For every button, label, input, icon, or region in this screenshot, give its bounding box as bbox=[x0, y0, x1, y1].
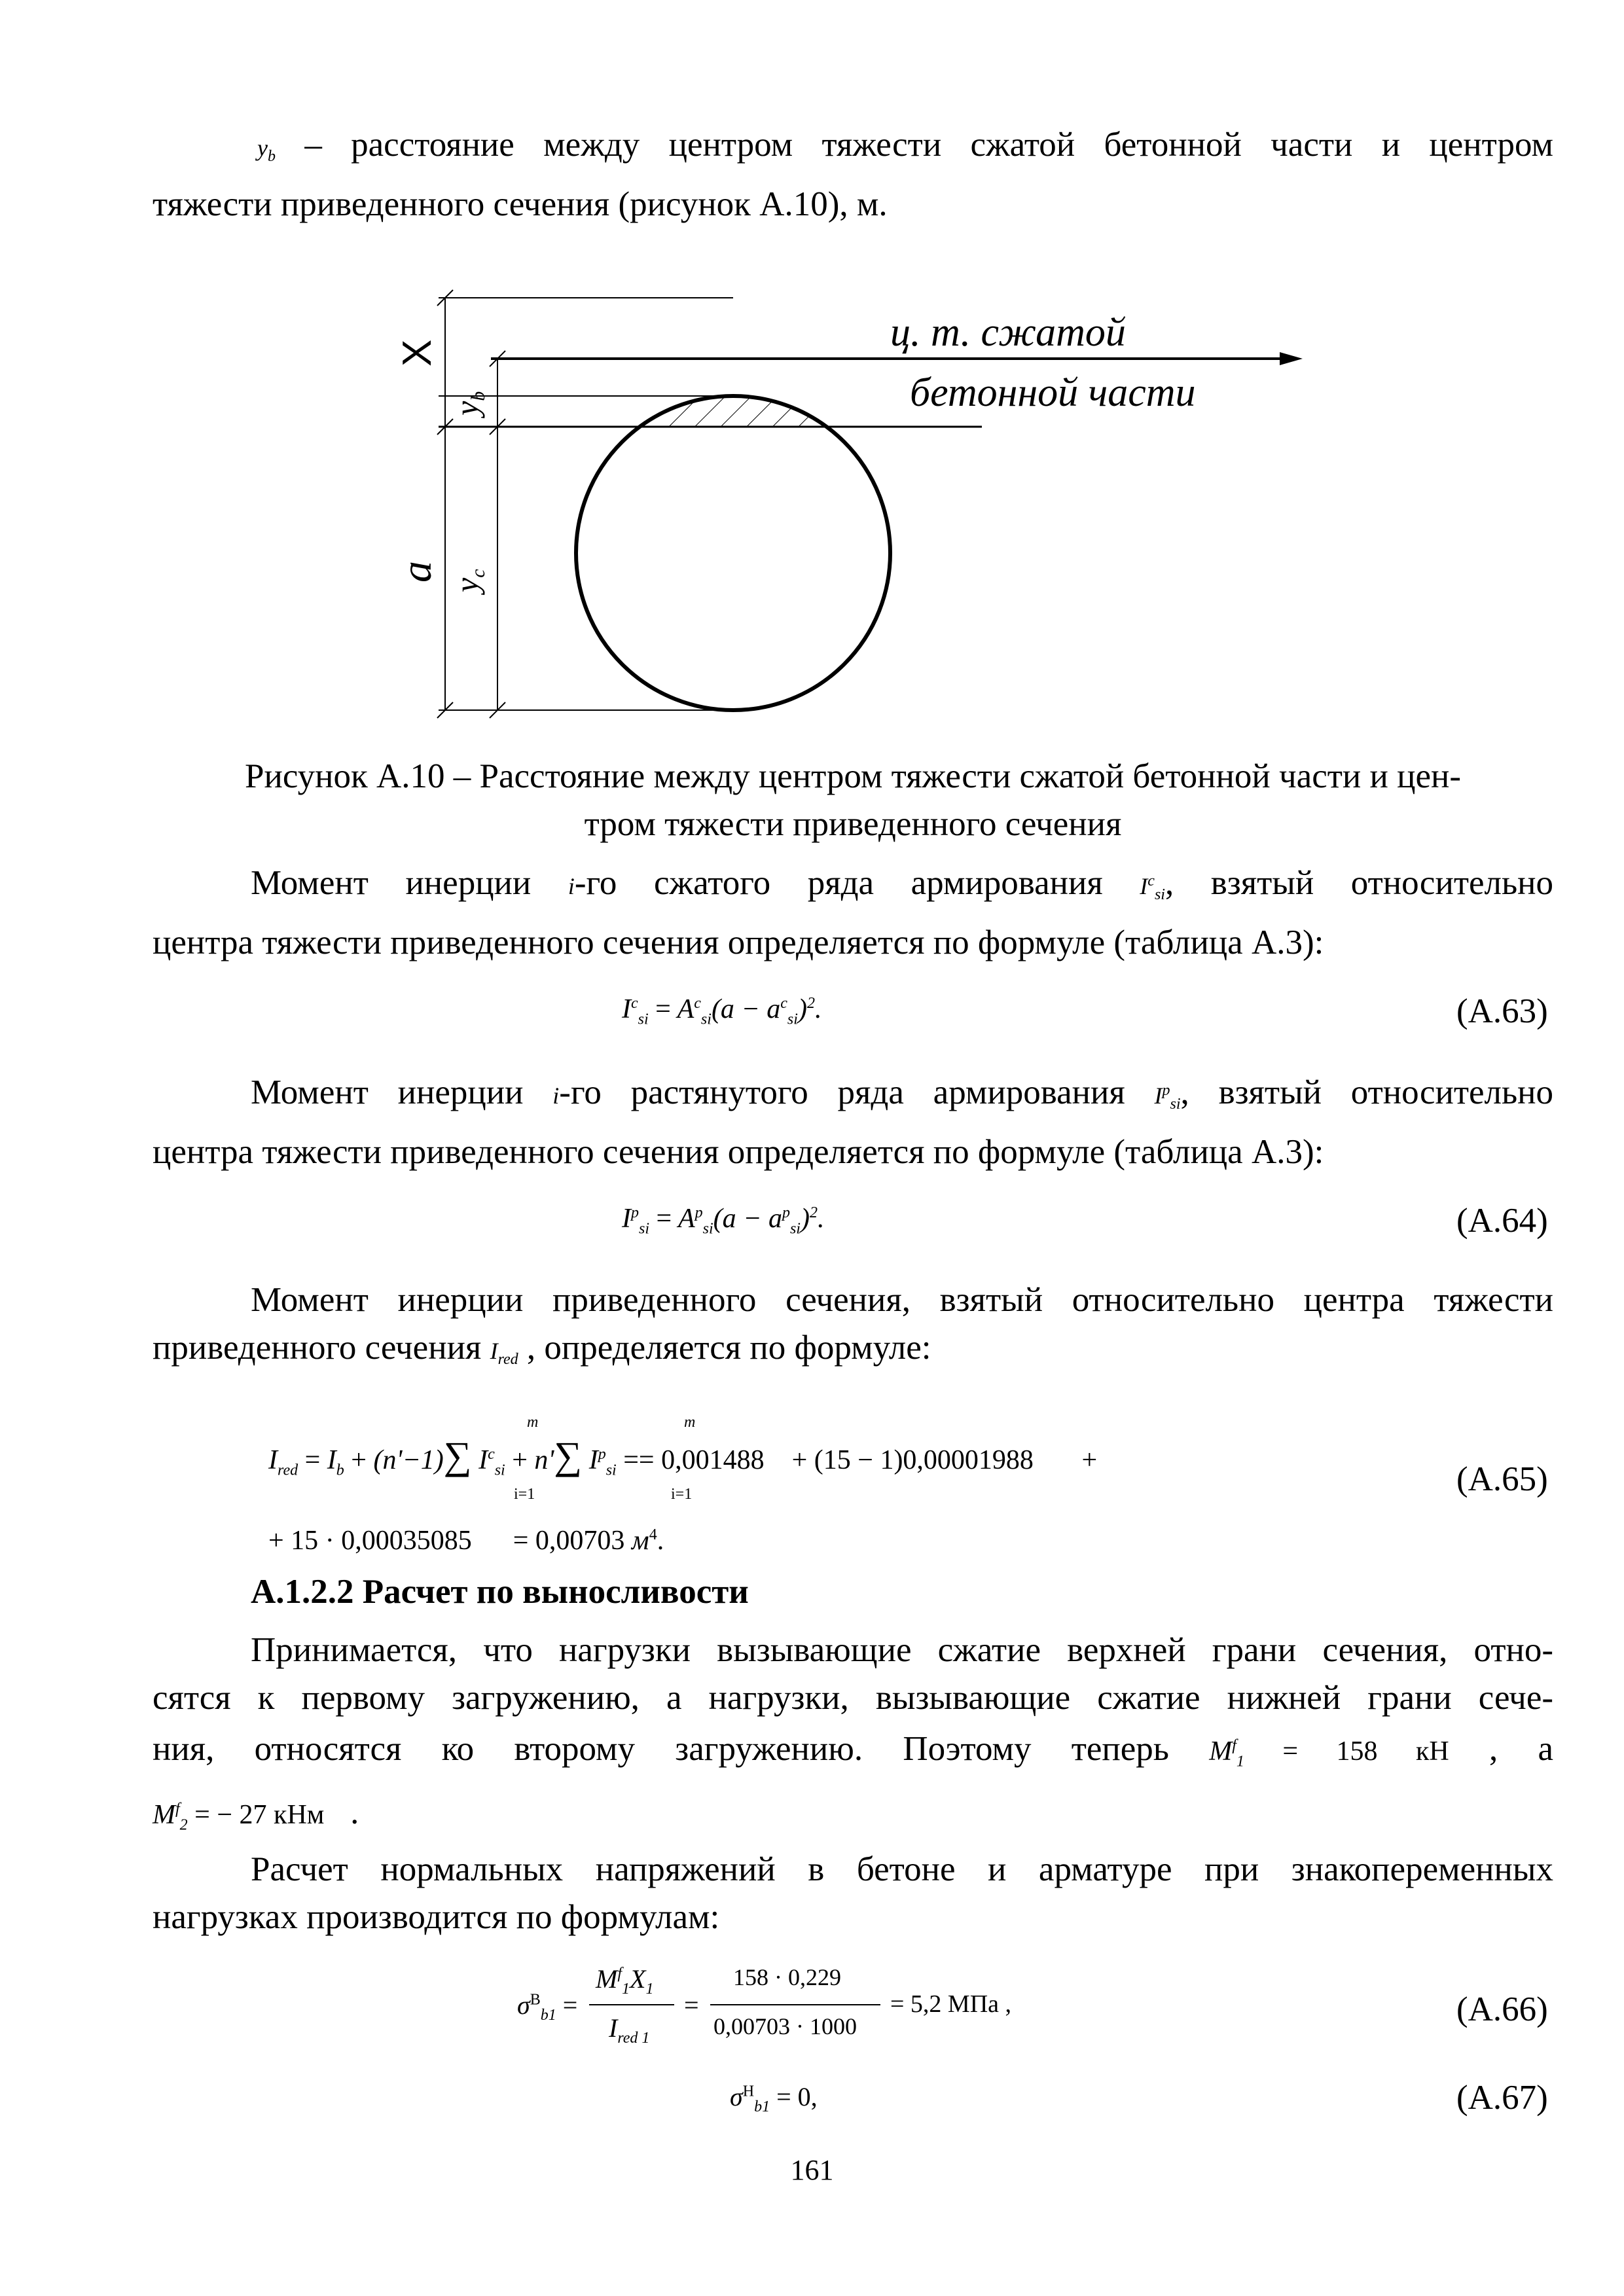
label-yc: $y_c$ bbox=[448, 569, 489, 592]
eq-number-a65: (А.65) bbox=[1456, 1460, 1548, 1498]
section-circle bbox=[576, 396, 890, 710]
paragraph-Ired: Момент инерции приведенного сечения, взятый относительно центра тяжести приведенного сечения $I_{red}$ , определяется по формуле: bbox=[153, 1281, 1553, 1369]
arrow-text-2: бетонной части bbox=[910, 370, 1196, 415]
p1-line1: – расстояние между центром тяжести сжатой бетонной части и центром bbox=[304, 126, 1553, 164]
page-number: 161 bbox=[790, 2154, 834, 2186]
p1-line2: тяжести приведенного сечения (рисунок А.10), м. bbox=[153, 185, 888, 224]
eq-number-a64: (А.64) bbox=[1456, 1202, 1548, 1240]
label-a: a bbox=[393, 561, 441, 583]
arrow-text-1: ц. т. сжатой bbox=[890, 310, 1126, 355]
equation-a63: $I^c_{si} = A^c_{si}(a - a^c_{si})^2$. bbox=[622, 994, 822, 1028]
paragraph-Isp: Момент инерции i-го растянутого ряда армирования $I^p_{si}$, взятый относительно центра тяжести приведенного сечения определяется по формуле (таблица А.3): bbox=[153, 1073, 1554, 1172]
paragraph-loadings: Принимается, что нагрузки вызывающие сжатие верхней грани сечения, отно- сятся к первому загружению, а нагрузки, вызывающие сжатие нижней грани сече- ния, относятся ко второму загружению. Поэтому теперь $M^f_1 = 158$ кН , а $M^f_2$ = − 27 кНм . bbox=[153, 1631, 1554, 1834]
equation-a65: $I_{red} = I_b + (n'-1)\sum$ $I^c_{si} + n'\sum$ $I^p_{si} == 0,001488$ + (15 − 1)0,00001988 + m i=1 m i=1 + 15 · 0,00035085 = 0,00703 $м^4$. bbox=[268, 1414, 1098, 1556]
label-yb: $y_b$ bbox=[448, 391, 489, 416]
equation-a66: $\sigma^В_{b1}$ = $M^f_1X_1$ $I_{red 1}$ = 158 · 0,229 0,00703 · 1000 = 5,2 МПа , bbox=[517, 1964, 1012, 2047]
eq-number-a63: (А.63) bbox=[1456, 992, 1548, 1030]
figure-a10 bbox=[380, 275, 1329, 720]
arrow-head-icon bbox=[1280, 352, 1303, 365]
equation-a64: $I^p_{si} = A^p_{si}(a - a^p_{si})^2$. bbox=[622, 1204, 825, 1238]
paragraph-yb-definition bbox=[153, 121, 1553, 228]
figure-caption: Рисунок А.10 – Расстояние между центром тяжести сжатой бетонной части и цен- тром тяжести приведенного сечения bbox=[244, 757, 1462, 843]
label-x: X bbox=[395, 339, 440, 367]
section-heading: А.1.2.2 Расчет по выносливости bbox=[251, 1573, 749, 1611]
yb-symbol: $y_b$ bbox=[257, 135, 276, 166]
equation-a67: $\sigma^Н_{b1} = 0$, bbox=[730, 2082, 818, 2115]
eq-number-a66: (А.66) bbox=[1456, 1990, 1548, 2028]
eq-number-a67: (А.67) bbox=[1456, 2079, 1548, 2117]
paragraph-Isc: Момент инерции i-го сжатого ряда армирования $I^c_{si}$, взятый относительно центра тяжести приведенного сечения определяется по формуле (таблица А.3): bbox=[153, 864, 1553, 962]
paragraph-stress: Расчет нормальных напряжений в бетоне и арматуре при знакопеременных нагрузках производится по формулам: bbox=[153, 1850, 1553, 1936]
